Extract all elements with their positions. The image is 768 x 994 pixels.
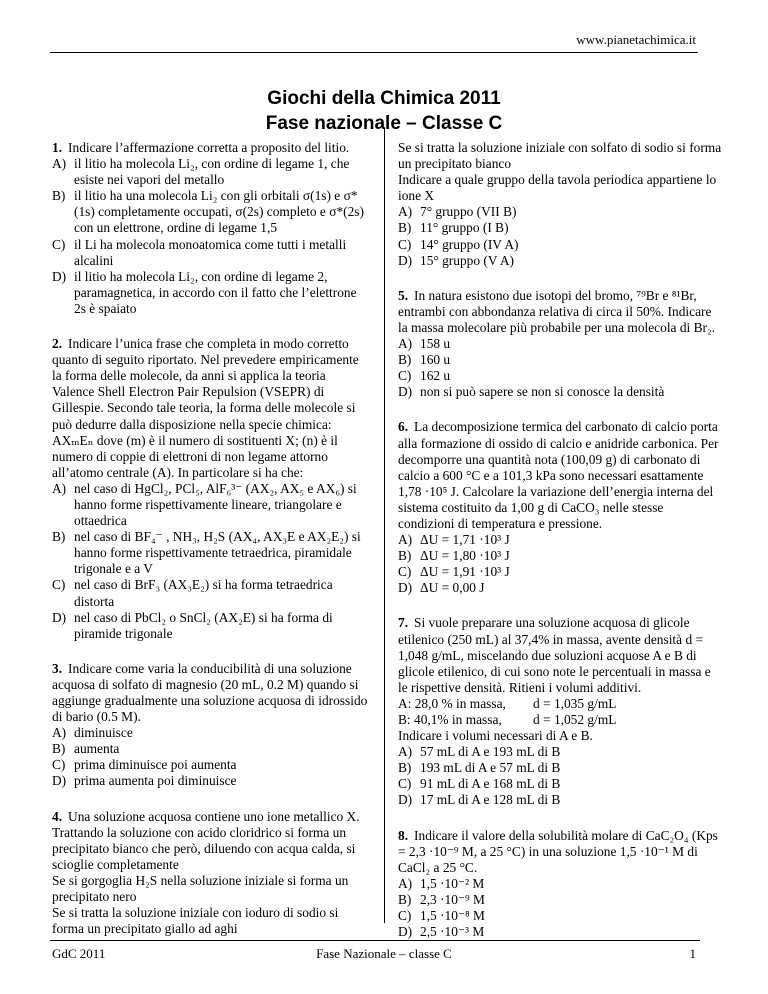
question-3	[52, 661, 370, 790]
question-stem: Indicare l’unica frase che completa in modo corretto quanto di seguito riportato. Nel prevedere empiricamente la forma delle molecole, da anni si applica la teoria Valence Shell Electron Pair Repulsion (VSEPR) di Gillespie. Secondo tale teoria, la forma delle molecole si può dedurre dalla disposizione nella specie chimica: AXₘEₙ dove (m) è il numero di sostituenti X; (n) è il numero di coppie di elettroni di non legame attorno all’atomo centrale (A). In particolare si ha che:	[52, 336, 359, 480]
question-number: 6.	[398, 419, 409, 435]
question-8	[398, 828, 722, 941]
question-text: Se si tratta la soluzione iniziale con solfato di sodio si forma un precipitato bianco	[398, 140, 722, 172]
right-column	[398, 140, 722, 959]
question-4	[52, 809, 370, 938]
option-b: B) ΔU = 1,80 ·10³ J	[398, 548, 510, 564]
option-c: C) 162 u	[398, 368, 451, 384]
option-c: C) ΔU = 1,91 ·10³ J	[398, 564, 510, 580]
question-number: 3.	[52, 660, 63, 676]
option-d: D) 2,5 ·10⁻³ M	[398, 924, 485, 940]
option-b: B) 160 u	[398, 352, 451, 368]
option-d: D) prima aumenta poi diminuisce	[52, 773, 237, 789]
option-b: B) il litio ha una molecola Li₂ con gli orbitali σ(1s) e σ*(1s) completamente occupati, σ(2s) completo e σ*(2s) con un elettrone, ordine di legame 1,5	[52, 188, 364, 236]
title-line-2: Fase nazionale – Classe C	[265, 113, 503, 134]
footer-center: Fase Nazionale – classe C	[316, 946, 452, 961]
question-2	[52, 336, 370, 642]
question-number: 4.	[52, 808, 63, 824]
question-text: Indicare i volumi necessari di A e B.	[398, 728, 593, 744]
header-rule	[50, 52, 698, 53]
option-d: D) il litio ha molecola Li₂, con ordine di legame 2, paramagnetica, in accordo con il fatto che l’elettrone 2s è spaiato	[52, 268, 357, 316]
option-b: B) aumenta	[52, 741, 120, 757]
option-a: A) 7° gruppo (VII B)	[398, 204, 517, 220]
option-d: D) nel caso di PbCl₂ o SnCl₂ (AX₂E) si ha forma di piramide trigonale	[52, 609, 333, 641]
question-5	[398, 288, 722, 401]
solution-b-row: B: 40,1% in massa, d = 1,052 g/mL	[398, 712, 617, 727]
page-number: 1	[689, 946, 696, 961]
option-d: D) 15° gruppo (V A)	[398, 252, 515, 268]
option-a: A) ΔU = 1,71 ·10³ J	[398, 532, 510, 548]
option-a: A) 158 u	[398, 336, 451, 352]
question-number: 2.	[52, 336, 63, 352]
option-b: B) nel caso di BF₄⁻ , NH₃, H₂S (AX₄, AX₃E e AX₂E₂) si hanno forme rispettivamente tetraedrica, piramidale trigonale e a V	[52, 529, 361, 577]
header-url: www.pianetachimica.it	[576, 32, 696, 47]
option-b: B) 193 mL di A e 57 mL di B	[398, 760, 561, 776]
question-7	[398, 615, 722, 808]
question-stem: Si vuole preparare una soluzione acquosa di glicole etilenico (250 mL) al 37,4% in massa, avente densità d = 1,048 g/mL, miscelando due soluzioni acquose A e B di glicole etilenico, di cui sono note le percentuali in massa e le rispettive densità. Ritieni i volumi additivi.	[398, 615, 711, 695]
question-stem: Una soluzione acquosa contiene uno ione metallico X.	[68, 808, 360, 824]
option-a: A) 1,5 ·10⁻² M	[398, 875, 485, 891]
question-stem: Indicare come varia la conducibilità di una soluzione acquosa di solfato di magnesio (20 mL, 0.2 M) quando si aggiunge gradualmente una soluzione acquosa di idrossido di bario (0.5 M).	[52, 660, 368, 725]
title-line-1: Giochi della Chimica 2011	[267, 88, 501, 109]
footer-left: GdC 2011	[52, 946, 106, 961]
question-stem: In natura esistono due isotopi del bromo, ⁷⁹Br e ⁸¹Br, entrambi con abbondanza relativa di circa il 50%. Indicare la massa molecolare più probabile per una molecola di Br₂.	[398, 287, 716, 335]
option-c: C) 14° gruppo (IV A)	[398, 236, 519, 252]
question-number: 1.	[52, 140, 63, 155]
question-1	[52, 140, 370, 317]
question-text: Se si gorgoglia H₂S nella soluzione iniziale si forma un precipitato nero	[52, 872, 349, 905]
option-c: C) 1,5 ·10⁻⁸ M	[398, 908, 485, 924]
option-c: C) nel caso di BrF₃ (AX₃E₂) si ha forma tetraedrica distorta	[52, 577, 333, 609]
question-text: Trattando la soluzione con acido cloridrico si forma un precipitato bianco che però, diluendo con acqua calda, si scioglie completamente	[52, 824, 356, 872]
option-c: C) 91 mL di A e 168 mL di B	[398, 776, 561, 792]
option-c: C) il Li ha molecola monoatomica come tutti i metalli alcalini	[52, 236, 347, 268]
question-stem: Indicare l’affermazione corretta a proposito del litio.	[68, 140, 350, 155]
option-b: B) 2,3 ·10⁻⁹ M	[398, 891, 485, 907]
question-4-continued	[398, 140, 722, 269]
option-b: B) 11° gruppo (I B)	[398, 220, 509, 236]
option-a: A) 57 mL di A e 193 mL di B	[398, 744, 561, 760]
left-column	[52, 140, 370, 956]
question-number: 7.	[398, 615, 409, 631]
column-divider	[384, 128, 385, 923]
option-d: D) non si può sapere se non si conosce la densità	[398, 384, 665, 400]
footer-rule	[50, 940, 700, 941]
question-number: 8.	[398, 827, 409, 843]
option-d: D) ΔU = 0,00 J	[398, 580, 485, 596]
option-d: D) 17 mL di A e 128 mL di B	[398, 792, 561, 808]
question-text: Indicare a quale gruppo della tavola periodica appartiene lo ione X	[398, 172, 717, 204]
question-stem: Indicare il valore della solubilità molare di CaC₂O₄ (Kps = 2,3 ·10⁻⁹ M, a 25 °C) in una soluzione 1,5 ·10⁻¹ M di CaCl₂ a 25 °C.	[398, 827, 718, 875]
option-a: A) nel caso di HgCl₂, PCl₅, AlF₆³⁻ (AX₂, AX₅ e AX₆) si hanno forme rispettivamente lineare, triangolare e ottaedrica	[52, 480, 357, 529]
solution-a-row: A: 28,0 % in massa, d = 1,035 g/mL	[398, 695, 617, 711]
option-a: A) diminuisce	[52, 725, 133, 741]
option-c: C) prima diminuisce poi aumenta	[52, 757, 237, 773]
question-number: 5.	[398, 287, 409, 303]
question-6	[398, 419, 722, 596]
question-stem: La decomposizione termica del carbonato di calcio porta alla formazione di ossido di calcio e anidride carbonica. Per decomporre una quantità nota (100,09 g) di carbonato di calcio a 600 °C e a 101,3 kPa sono necessari esattamente 1,78 ·10⁵ J. Calcolare la variazione dell’energia interna del sistema costituito da 1,00 g di CaCO₃ nelle stesse condizioni di temperatura e pressione.	[398, 419, 719, 531]
question-text: Se si tratta la soluzione iniziale con ioduro di sodio si forma un precipitato giallo ad aghi	[52, 905, 339, 937]
option-a: A) il litio ha molecola Li₂, con ordine di legame 1, che esiste nei vapori del metallo	[52, 156, 350, 188]
